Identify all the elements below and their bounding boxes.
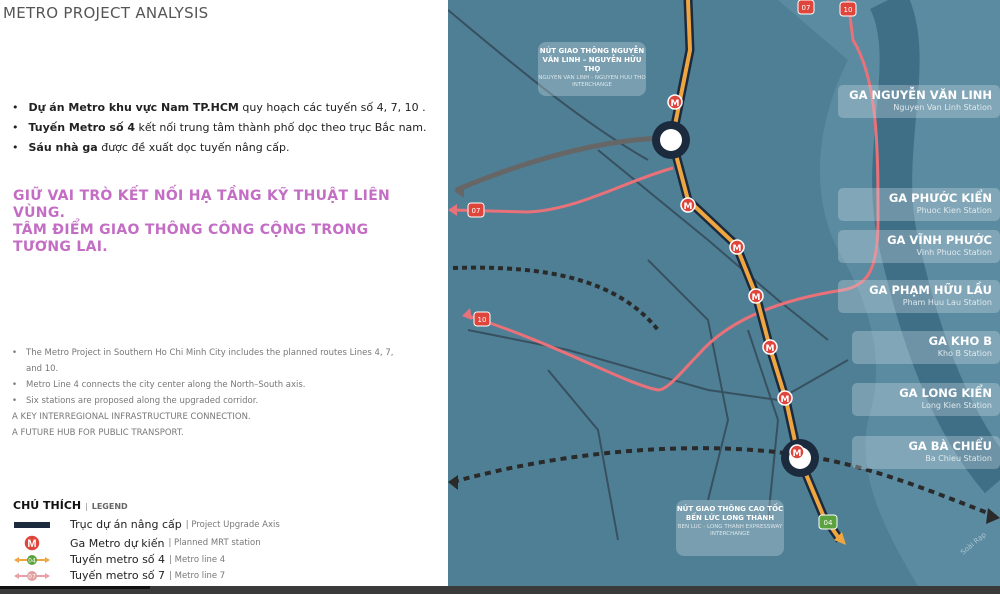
svg-text:M: M <box>683 202 693 212</box>
metro-line-7 <box>453 0 878 390</box>
svg-text:07: 07 <box>801 4 811 12</box>
legend-item-station: M Ga Metro dự kiến | Planned MRT station <box>14 534 261 552</box>
svg-text:07: 07 <box>28 573 36 580</box>
svg-text:10: 10 <box>843 6 853 14</box>
line7-arrow-icon <box>14 570 50 582</box>
river-label: Soài Rạp <box>959 530 988 557</box>
svg-text:M: M <box>732 244 742 254</box>
vi-bullet: • Sáu nhà ga được đề xuất dọc tuyến nâng cấp. <box>12 138 427 158</box>
axis-bar-icon <box>14 522 50 528</box>
legend-item-axis: Trục dự án nâng cấp | Project Upgrade Axis <box>14 518 280 531</box>
svg-text:M: M <box>792 449 802 459</box>
legend-item-line4: 04 Tuyến metro số 4 | Metro line 4 <box>14 553 225 566</box>
vi-bullet: • Tuyến Metro số 4 kết nối trung tâm thành phố dọc theo trục Bắc nam. <box>12 118 427 138</box>
headline-interregional: GIỮ VAI TRÒ KẾT NỐI HẠ TẦNG KỸ THUẬT LIÊN VÙNG. <box>13 188 391 221</box>
legend-item-line7: 07 Tuyến metro số 7 | Metro line 7 <box>14 569 225 582</box>
station-label-vinh-phuoc[interactable]: GA VĨNH PHƯỚC Vinh Phuoc Station <box>838 230 1000 263</box>
svg-text:M: M <box>765 344 775 354</box>
station-label-pham-huu-lau[interactable]: GA PHẠM HỮU LẦU Pham Huu Lau Station <box>838 280 1000 313</box>
svg-text:M: M <box>751 293 761 303</box>
page-title: METRO PROJECT ANALYSIS <box>3 4 209 22</box>
en-bullet: • The Metro Project in Southern Ho Chi Minh City includes the planned routes Lines 4, 7, and 10. <box>12 345 412 377</box>
en-bullet: • Six stations are proposed along the upgraded corridor. <box>12 393 412 409</box>
svg-text:04: 04 <box>28 557 36 564</box>
en-bullet-list <box>12 345 412 441</box>
line4-arrow-icon <box>14 554 50 566</box>
info-panel <box>0 0 448 586</box>
metro-station-icon <box>14 534 50 552</box>
svg-text:M: M <box>780 395 790 405</box>
station-label-nguyen-van-linh[interactable]: GA NGUYỄN VĂN LINH Nguyen Van Linh Station <box>838 85 1000 118</box>
en-bullet: • Metro Line 4 connects the city center along the North–South axis. <box>12 377 412 393</box>
svg-text:M: M <box>670 99 680 109</box>
progress-fill <box>0 586 150 589</box>
station-label-kho-b[interactable]: GA KHO B Kho B Station <box>852 331 1000 364</box>
svg-text:M: M <box>27 538 37 550</box>
video-progress-bar[interactable] <box>0 586 1000 594</box>
vi-bullet-list <box>12 98 427 158</box>
station-label-long-kien[interactable]: GA LONG KIỂN Long Kien Station <box>852 383 1000 416</box>
station-label-ba-chieu[interactable]: GA BÀ CHIỂU Ba Chieu Station <box>852 436 1000 469</box>
headline-public-transport: TÂM ĐIỂM GIAO THÔNG CÔNG CỘNG TRONG TƯƠNG LAI. <box>13 222 369 255</box>
interchange-label-benluc: NÚT GIAO THÔNG CAO TỐC BẾN LỨC LONG THÀNH BEN LUC - LONG THANH EXPRESSWAY INTERCHANGE <box>676 500 784 556</box>
station-label-phuoc-kien[interactable]: GA PHƯỚC KIỂN Phuoc Kien Station <box>838 188 1000 221</box>
en-line: A FUTURE HUB FOR PUBLIC TRANSPORT. <box>12 428 184 438</box>
metro-stations <box>668 95 804 459</box>
interchange-label-nvl: NÚT GIAO THÔNG NGUYỄN VĂN LINH – NGUYỄN HỮU THỌ NGUYEN VAN LINH - NGUYEN HUU THO INTERCHANGE <box>538 42 646 96</box>
svg-text:10: 10 <box>477 316 487 324</box>
svg-text:07: 07 <box>471 207 481 215</box>
svg-text:04: 04 <box>823 519 833 527</box>
legend-title: CHÚ THÍCH | LEGEND <box>13 499 128 512</box>
en-line: A KEY INTERREGIONAL INFRASTRUCTURE CONNECTION. <box>12 412 251 422</box>
vi-bullet: • Dự án Metro khu vực Nam TP.HCM quy hoạch các tuyến số 4, 7, 10 . <box>12 98 427 118</box>
